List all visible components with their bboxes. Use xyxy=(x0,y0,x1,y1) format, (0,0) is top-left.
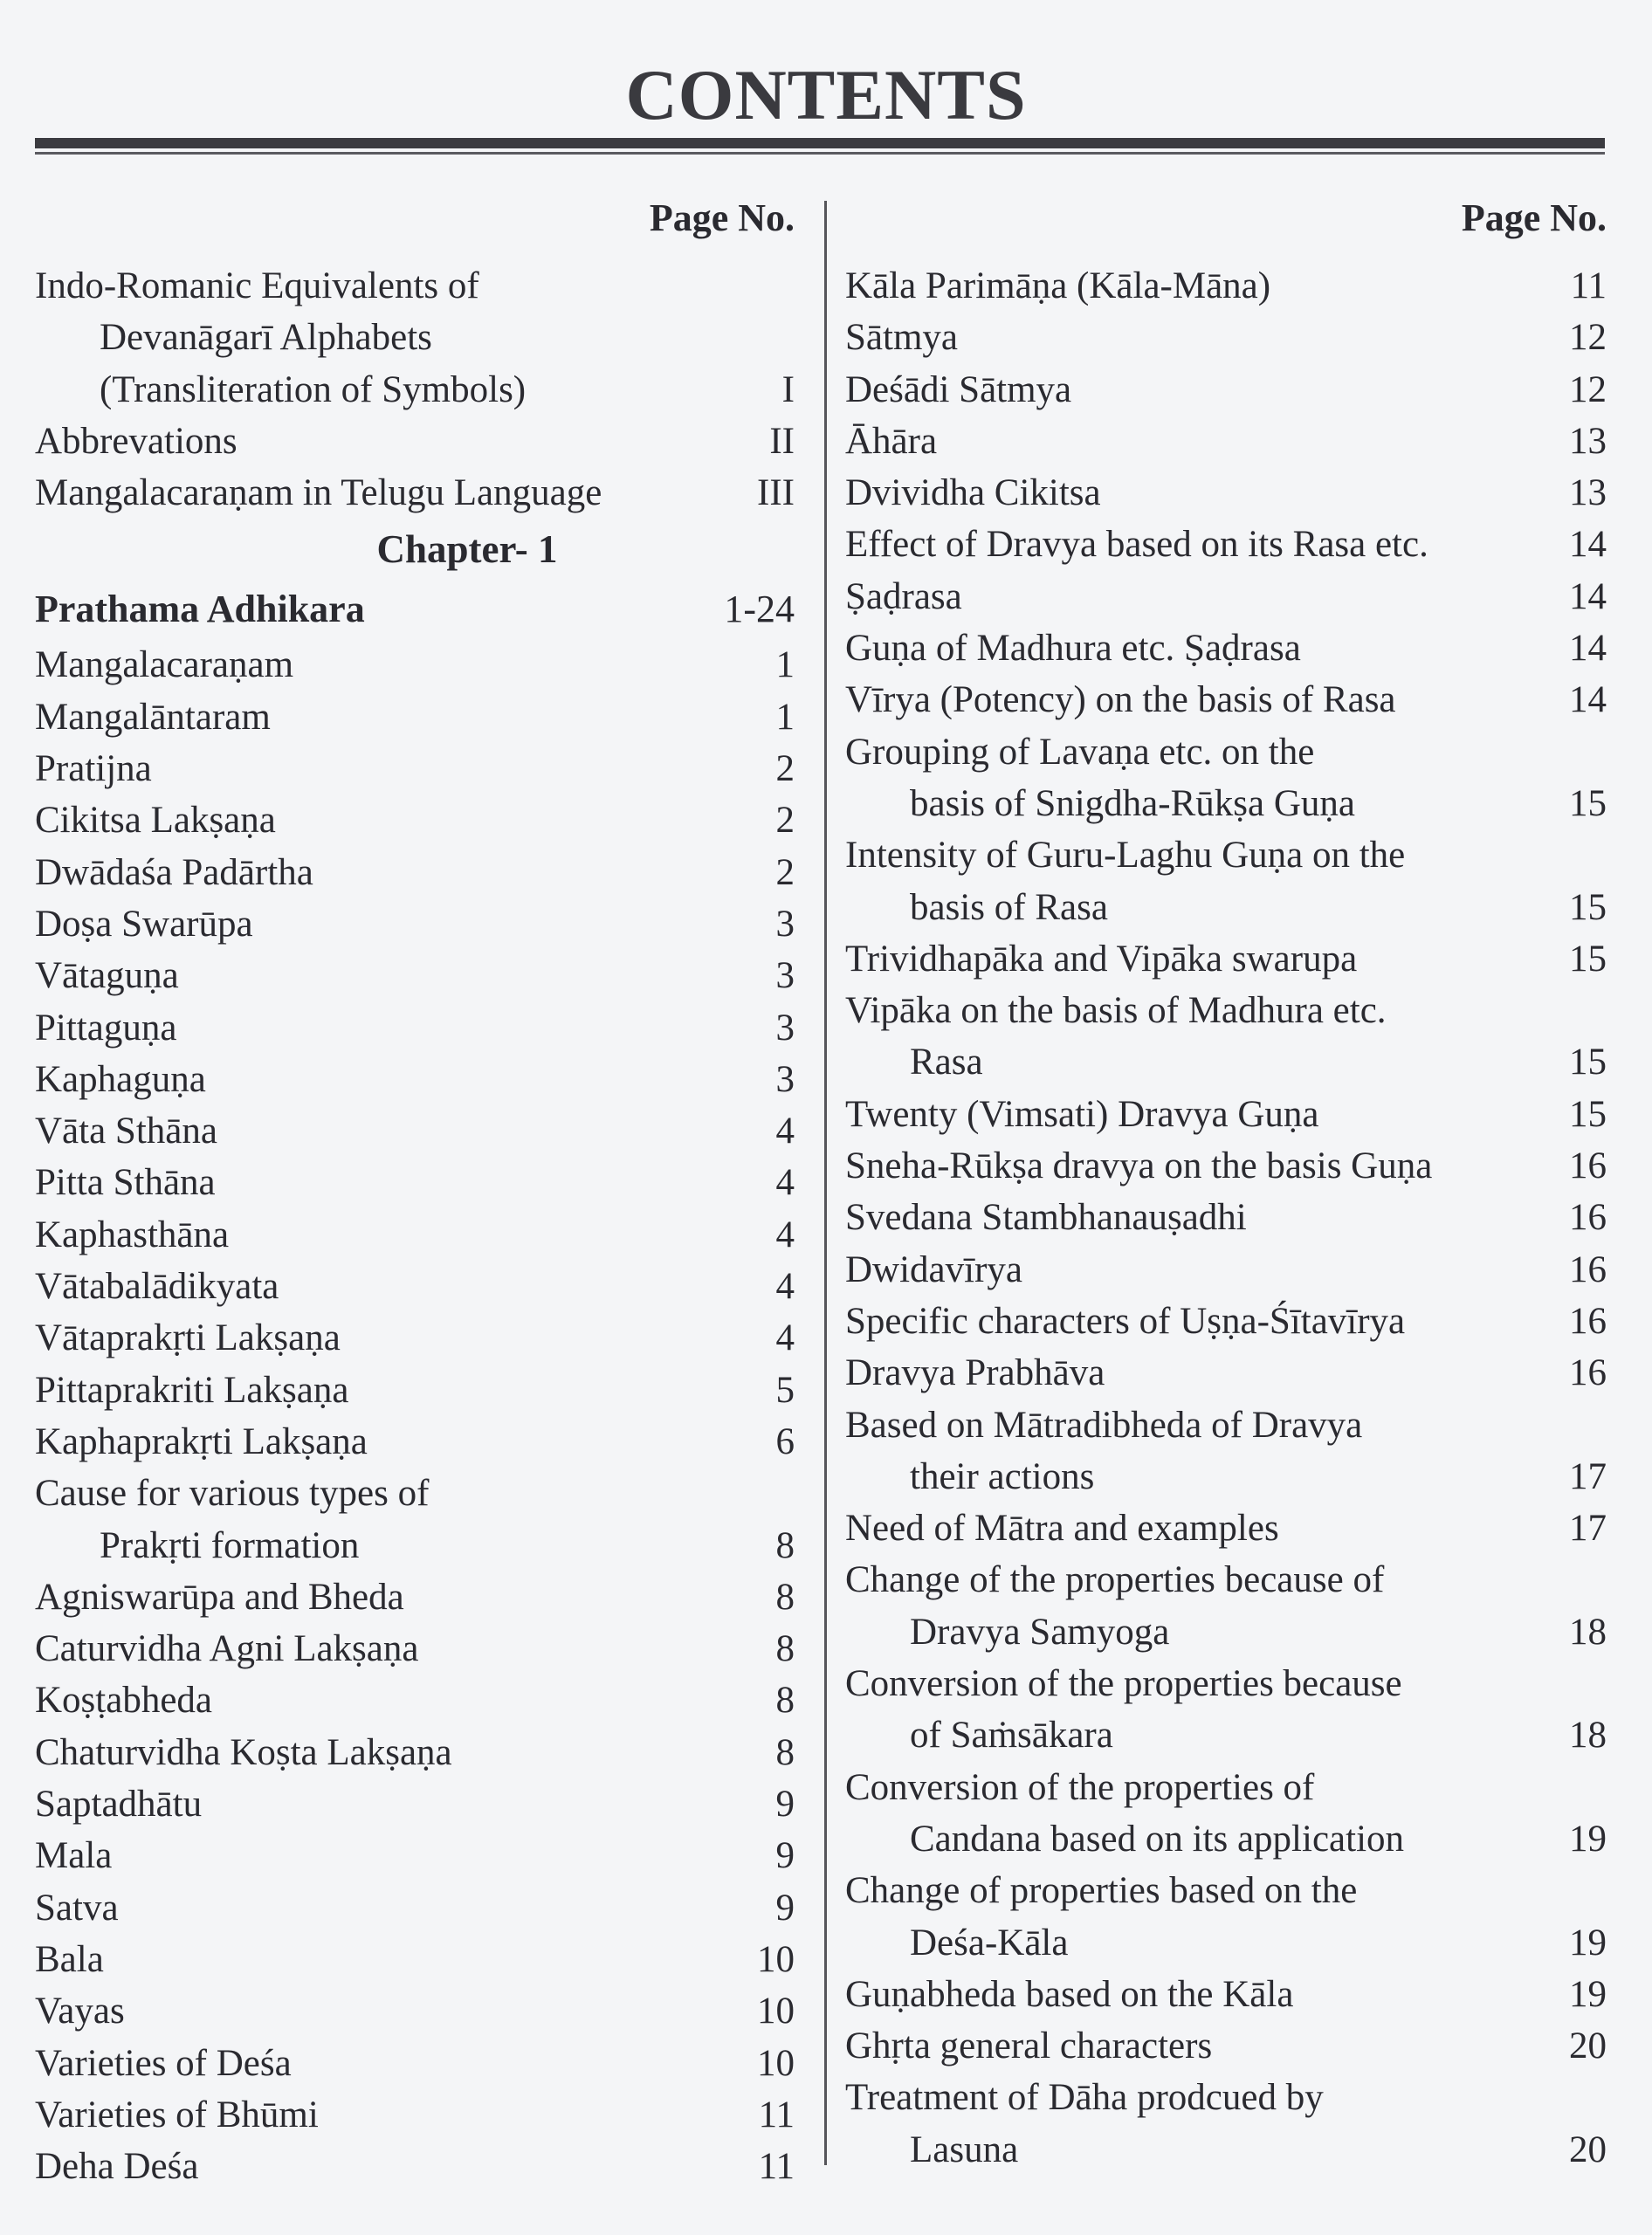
entry-page-number: 15 xyxy=(1569,1042,1607,1083)
entry-title-line: Vipāka on the basis of Madhura etc. xyxy=(845,990,1387,1032)
entry-title-line: Dravya Prabhāva xyxy=(845,1352,1105,1394)
left-entries xyxy=(35,639,795,2192)
title-rule-thick xyxy=(35,138,1605,148)
entry-title-line: Kaphaprakṛti Lakṣaṇa xyxy=(35,1420,368,1462)
entry-page-number: 3 xyxy=(775,903,795,945)
page-title: CONTENTS xyxy=(625,55,1027,134)
toc-entry xyxy=(35,2141,795,2192)
toc-entry xyxy=(35,794,795,846)
toc-entry xyxy=(845,829,1607,933)
entry-title-line: of Saṁsākara xyxy=(910,1715,1113,1757)
entry-page-number: 17 xyxy=(1569,1455,1607,1497)
entry-page-number: 4 xyxy=(775,1317,795,1359)
entry-page-number: 11 xyxy=(1570,265,1607,306)
entry-page-number: 3 xyxy=(775,1007,795,1049)
entry-page-number: 19 xyxy=(1569,1973,1607,2015)
entry-page-number: 4 xyxy=(775,1266,795,1308)
entry-title-line: Twenty (Vimsati) Dravya Guṇa xyxy=(845,1093,1319,1135)
entry-page-number: 19 xyxy=(1569,1818,1607,1860)
toc-entry xyxy=(35,1985,795,2037)
entry-title-line: Svedana Stambhanauṣadhi xyxy=(845,1197,1247,1239)
entry-page-number: 6 xyxy=(775,1420,795,1462)
entry-title-line: Deha Deśa xyxy=(35,2146,199,2188)
toc-entry xyxy=(845,1554,1607,1658)
entry-page-number: II xyxy=(769,420,795,462)
entry-page-number: 3 xyxy=(775,955,795,997)
toc-entry xyxy=(35,2038,795,2089)
entry-page-number: 16 xyxy=(1569,1248,1607,1290)
entry-page-number: 14 xyxy=(1569,524,1607,566)
entry-title-line: Candana based on its application xyxy=(910,1818,1405,1860)
toc-entry xyxy=(845,726,1607,830)
section-page: 1-24 xyxy=(724,588,795,631)
toc-entry xyxy=(845,674,1607,726)
entry-title-line: Cause for various types of xyxy=(35,1473,430,1515)
entry-page-number: 12 xyxy=(1569,317,1607,359)
toc-entry xyxy=(35,691,795,743)
entry-page-number: 19 xyxy=(1569,1922,1607,1963)
entry-page-number: 10 xyxy=(757,2042,795,2084)
entry-page-number: 16 xyxy=(1569,1197,1607,1239)
entry-title-line: Guṇa of Madhura etc. Ṣaḍrasa xyxy=(845,628,1301,670)
entry-title-line: Sneha-Rūkṣa dravya on the basis Guṇa xyxy=(845,1145,1433,1187)
entry-title-line: Grouping of Lavaṇa etc. on the xyxy=(845,731,1315,773)
toc-entry xyxy=(845,1969,1607,2020)
toc-entry xyxy=(35,1002,795,1054)
entry-title-line: Based on Mātradibheda of Dravya xyxy=(845,1404,1363,1446)
toc-entry xyxy=(35,467,795,519)
entry-title-line: Cikitsa Lakṣaṇa xyxy=(35,800,276,842)
title-rule-thin xyxy=(35,152,1605,155)
entry-page-number: 2 xyxy=(775,800,795,842)
right-entries xyxy=(845,260,1607,2176)
entry-page-number: 4 xyxy=(775,1111,795,1152)
toc-entry xyxy=(845,519,1607,570)
entry-page-number: 1 xyxy=(775,696,795,738)
entry-title-line: their actions xyxy=(910,1455,1095,1497)
toc-entry xyxy=(35,1934,795,1985)
toc-entry xyxy=(845,622,1607,674)
entry-page-number: 16 xyxy=(1569,1300,1607,1342)
entry-page-number: I xyxy=(781,368,795,410)
toc-entry xyxy=(845,985,1607,1089)
entry-title-line: basis of Rasa xyxy=(910,886,1108,928)
toc-entry xyxy=(35,743,795,794)
entry-title-line: Pittaprakriti Lakṣaṇa xyxy=(35,1369,349,1411)
entry-title-line: (Transliteration of Symbols) xyxy=(100,368,527,410)
entry-title-line: Effect of Dravya based on its Rasa etc. xyxy=(845,524,1428,566)
toc-entry xyxy=(35,1571,795,1623)
entry-title-line: Need of Mātra and examples xyxy=(845,1508,1279,1550)
entry-title-line: Treatment of Dāha prodcued by xyxy=(845,2077,1324,2119)
entry-title-line: Mangalacaraṇam in Telugu Language xyxy=(35,472,602,514)
entry-title-line: Guṇabheda based on the Kāla xyxy=(845,1973,1294,2015)
toc-entry xyxy=(35,1312,795,1364)
entry-title-line: Satva xyxy=(35,1887,119,1929)
entry-title-line: Kāla Parimāṇa (Kāla-Māna) xyxy=(845,265,1271,306)
toc-entry xyxy=(845,2072,1607,2176)
entry-title-line: Conversion of the properties because xyxy=(845,1663,1402,1705)
toc-entry xyxy=(845,2020,1607,2072)
toc-entry xyxy=(845,1399,1607,1503)
entry-page-number: 15 xyxy=(1569,886,1607,928)
entry-title-line: Lasuna xyxy=(910,2128,1019,2170)
entry-page-number: III xyxy=(757,472,795,514)
toc-entry xyxy=(35,1623,795,1675)
entry-title-line: Pitta Sthāna xyxy=(35,1162,216,1204)
section-label: Prathama Adhikara xyxy=(35,588,365,631)
entry-page-number: 16 xyxy=(1569,1145,1607,1187)
toc-entry xyxy=(845,1865,1607,1969)
toc-entry xyxy=(35,1468,795,1571)
entry-page-number: 10 xyxy=(757,1938,795,1980)
entry-page-number: 5 xyxy=(775,1369,795,1411)
entry-page-number: 8 xyxy=(775,1576,795,1618)
toc-entry xyxy=(845,1192,1607,1243)
entry-title-line: Change of the properties because of xyxy=(845,1559,1385,1601)
entry-page-number: 9 xyxy=(775,1835,795,1877)
entry-page-number: 11 xyxy=(758,2094,795,2135)
entry-title-line: Vātaguṇa xyxy=(35,955,179,997)
toc-entry xyxy=(35,950,795,1001)
section-entry xyxy=(35,580,795,639)
entry-title-line: Saptadhātu xyxy=(35,1784,203,1826)
toc-entry xyxy=(35,1882,795,1934)
entry-title-line: Deśa-Kāla xyxy=(910,1922,1069,1963)
entry-page-number: 10 xyxy=(757,1991,795,2032)
toc-entry xyxy=(35,1830,795,1881)
entry-title-line: Pratijna xyxy=(35,748,152,790)
entry-page-number: 20 xyxy=(1569,2128,1607,2170)
entry-title-line: Mangalāntaram xyxy=(35,696,271,738)
entry-title-line: Chaturvidha Koṣta Lakṣaṇa xyxy=(35,1731,452,1773)
entry-page-number: 8 xyxy=(775,1628,795,1670)
toc-entry xyxy=(845,933,1607,985)
toc-entry xyxy=(35,1261,795,1312)
toc-entry xyxy=(845,1347,1607,1399)
entry-title-line: Vīrya (Potency) on the basis of Rasa xyxy=(845,679,1396,721)
left-column xyxy=(35,192,795,2192)
entry-page-number: 9 xyxy=(775,1887,795,1929)
toc-entry xyxy=(35,898,795,950)
entry-page-number: 11 xyxy=(758,2146,795,2188)
entry-page-number: 15 xyxy=(1569,1093,1607,1135)
entry-page-number: 1 xyxy=(775,644,795,686)
entry-title-line: Bala xyxy=(35,1938,104,1980)
entry-title-line: Kaphasthāna xyxy=(35,1214,230,1255)
entry-page-number: 14 xyxy=(1569,628,1607,670)
entry-title-line: Intensity of Guru-Laghu Guṇa on the xyxy=(845,835,1406,877)
toc-entry xyxy=(845,1658,1607,1762)
entry-title-line: Doṣa Swarūpa xyxy=(35,903,253,945)
entry-title-line: Dwādaśa Padārtha xyxy=(35,851,313,893)
entry-page-number: 8 xyxy=(775,1680,795,1722)
toc-entry xyxy=(845,571,1607,622)
entry-title-line: Deśādi Sātmya xyxy=(845,368,1072,410)
entry-page-number: 2 xyxy=(775,748,795,790)
entry-title-line: Ghṛta general characters xyxy=(845,2025,1213,2067)
entry-title-line: Conversion of the properties of xyxy=(845,1766,1315,1808)
toc-entry xyxy=(845,1244,1607,1296)
toc-entry xyxy=(35,1209,795,1261)
toc-entry xyxy=(35,1727,795,1778)
entry-page-number: 3 xyxy=(775,1058,795,1100)
toc-entry xyxy=(845,1762,1607,1866)
toc-entry xyxy=(845,416,1607,467)
entry-title-line: Āhāra xyxy=(845,420,938,462)
entry-title-line: Vātabalādikyata xyxy=(35,1266,279,1308)
toc-entry xyxy=(35,2089,795,2141)
entry-title-line: Vātaprakṛti Lakṣaṇa xyxy=(35,1317,341,1359)
entry-title-line: Dravya Samyoga xyxy=(910,1611,1170,1653)
toc-entry xyxy=(35,1778,795,1830)
entry-title-line: Caturvidha Agni Lakṣaṇa xyxy=(35,1628,419,1670)
entry-title-line: Abbrevations xyxy=(35,420,237,462)
entry-page-number: 9 xyxy=(775,1784,795,1826)
entry-page-number: 18 xyxy=(1569,1611,1607,1653)
entry-title-line: Mala xyxy=(35,1835,113,1877)
entry-title-line: Trividhapāka and Vipāka swarupa xyxy=(845,938,1358,980)
entry-title-line: Devanāgarī Alphabets xyxy=(100,317,432,359)
entry-page-number: 12 xyxy=(1569,368,1607,410)
page-no-header-left: Page No. xyxy=(649,196,795,239)
toc-entry xyxy=(35,1416,795,1468)
entry-page-number: 16 xyxy=(1569,1352,1607,1394)
toc-entry xyxy=(35,260,795,416)
chapter-heading: Chapter- 1 xyxy=(376,527,558,572)
entry-page-number: 4 xyxy=(775,1214,795,1255)
toc-entry xyxy=(845,1503,1607,1554)
entry-title-line: Prakṛti formation xyxy=(100,1524,360,1566)
right-column xyxy=(845,192,1607,2176)
entry-page-number: 15 xyxy=(1569,782,1607,824)
toc-entry xyxy=(35,1675,795,1726)
entry-title-line: basis of Snigdha-Rūkṣa Guṇa xyxy=(910,782,1355,824)
toc-entry xyxy=(845,467,1607,519)
toc-entry xyxy=(845,312,1607,363)
toc-entry xyxy=(35,1054,795,1105)
entry-title-line: Rasa xyxy=(910,1042,983,1083)
entry-title-line: Specific characters of Uṣṇa-Śītavīrya xyxy=(845,1300,1406,1342)
toc-entry xyxy=(845,1296,1607,1347)
toc-entry xyxy=(35,847,795,898)
entry-page-number: 18 xyxy=(1569,1715,1607,1757)
page-no-header-right: Page No. xyxy=(1461,196,1607,239)
toc-entry xyxy=(35,1105,795,1157)
entry-title-line: Dwidavīrya xyxy=(845,1248,1022,1290)
entry-title-line: Koṣṭabheda xyxy=(35,1680,212,1722)
entry-title-line: Agniswarūpa and Bheda xyxy=(35,1576,404,1618)
toc-entry xyxy=(35,1157,795,1208)
entry-page-number: 13 xyxy=(1569,420,1607,462)
entry-title-line: Change of properties based on the xyxy=(845,1870,1358,1912)
entry-title-line: Varieties of Bhūmi xyxy=(35,2094,319,2135)
entry-title-line: Pittaguṇa xyxy=(35,1007,177,1049)
toc-entry xyxy=(845,260,1607,312)
entry-page-number: 8 xyxy=(775,1524,795,1566)
entry-title-line: Ṣaḍrasa xyxy=(845,575,962,617)
column-divider xyxy=(824,201,827,2165)
toc-entry xyxy=(35,416,795,467)
entry-title-line: Mangalacaraṇam xyxy=(35,644,294,686)
entry-title-line: Indo-Romanic Equivalents of xyxy=(35,265,479,306)
entry-page-number: 17 xyxy=(1569,1508,1607,1550)
entry-page-number: 8 xyxy=(775,1731,795,1773)
entry-page-number: 2 xyxy=(775,851,795,893)
toc-entry xyxy=(845,364,1607,416)
entry-page-number: 4 xyxy=(775,1162,795,1204)
entry-page-number: 14 xyxy=(1569,679,1607,721)
entry-page-number: 15 xyxy=(1569,938,1607,980)
entry-title-line: Dvividha Cikitsa xyxy=(845,472,1101,514)
entry-page-number: 20 xyxy=(1569,2025,1607,2067)
entry-page-number: 14 xyxy=(1569,575,1607,617)
toc-entry xyxy=(845,1140,1607,1192)
toc-entry xyxy=(845,1089,1607,1140)
entry-title-line: Kaphaguṇa xyxy=(35,1058,206,1100)
entry-title-line: Vayas xyxy=(35,1991,125,2032)
entry-title-line: Vāta Sthāna xyxy=(35,1111,217,1152)
entry-title-line: Varieties of Deśa xyxy=(35,2042,292,2084)
toc-entry xyxy=(35,639,795,691)
toc-entry xyxy=(35,1365,795,1416)
entry-title-line: Sātmya xyxy=(845,317,958,359)
entry-page-number: 13 xyxy=(1569,472,1607,514)
intro-entries xyxy=(35,260,795,519)
